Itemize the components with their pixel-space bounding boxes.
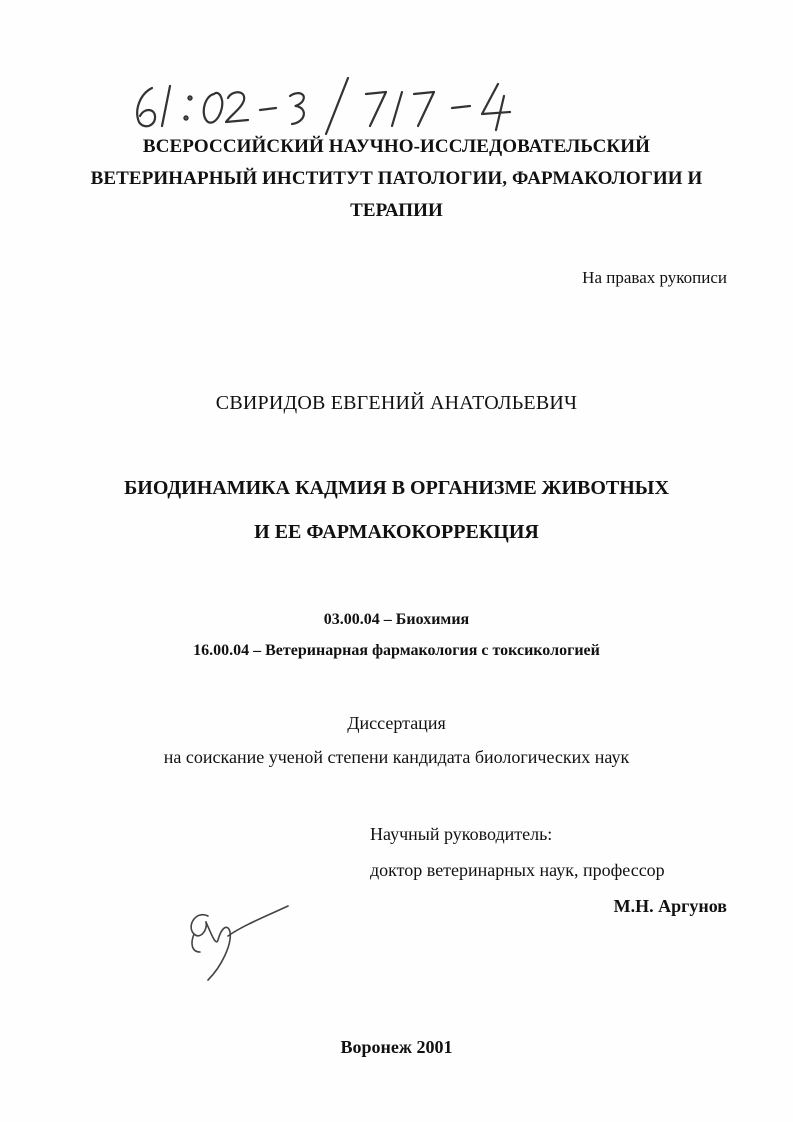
supervisor-degree: доктор ветеринарных наук, профессор: [370, 860, 665, 880]
institute-line: ВЕТЕРИНАРНЫЙ ИНСТИТУТ ПАТОЛОГИИ, ФАРМАКОЛОГИИ И: [90, 168, 703, 189]
dissertation-type: [0, 706, 793, 774]
institute-heading: [0, 131, 793, 227]
dissertation-line: на соискание ученой степени кандидата биологических наук: [163, 747, 630, 767]
handwritten-archive-code-drawing: [130, 70, 550, 140]
signature-drawing: [178, 896, 298, 996]
specialty-line: 03.00.04 – Биохимия: [323, 611, 470, 628]
signature: [178, 896, 298, 996]
supervisor-label: Научный руководитель:: [370, 824, 553, 844]
supervisor-block: [370, 816, 730, 924]
title-line: И ЕЕ ФАРМАКОКОРРЕКЦИЯ: [254, 521, 539, 543]
dissertation-title: [0, 466, 793, 554]
supervisor-name: М.Н. Аргунов: [613, 896, 727, 916]
institute-line: ТЕРАПИИ: [350, 200, 443, 221]
city-year: Воронеж 2001: [340, 1037, 453, 1057]
specialty-codes: [0, 604, 793, 666]
manuscript-rights-note: На правах рукописи: [582, 268, 727, 287]
specialty-line: 16.00.04 – Ветеринарная фармакология с токсикологией: [193, 642, 600, 659]
author-name: СВИРИДОВ ЕВГЕНИЙ АНАТОЛЬЕВИЧ: [215, 392, 578, 414]
institute-line: ВСЕРОССИЙСКИЙ НАУЧНО-ИССЛЕДОВАТЕЛЬСКИЙ: [142, 136, 651, 157]
title-line: БИОДИНАМИКА КАДМИЯ В ОРГАНИЗМЕ ЖИВОТНЫХ: [124, 477, 669, 499]
dissertation-line: Диссертация: [347, 713, 446, 733]
archive-code-handwriting: [130, 70, 550, 140]
